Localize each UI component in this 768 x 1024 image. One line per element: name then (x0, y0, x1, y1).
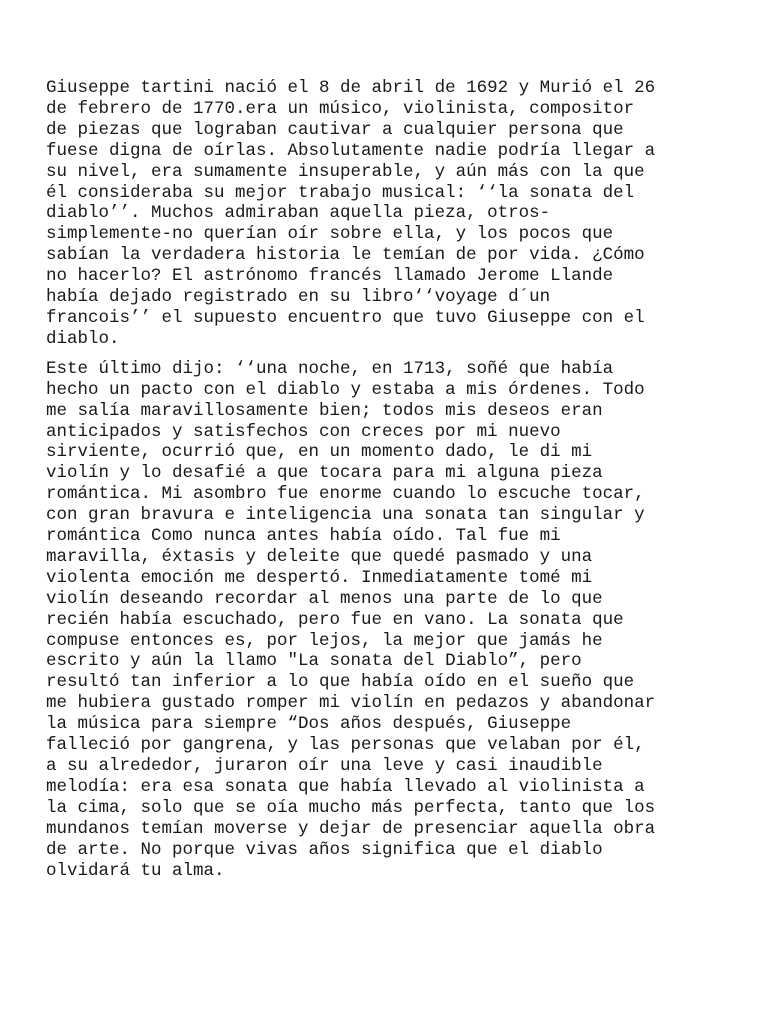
paragraph-1: Giuseppe tartini nació el 8 de abril de 1692 y Murió el 26 de febrero de 1770.era un músico, violinista, compositor de piezas que lograban cautivar a cualquier persona que fuese digna de oírlas. Absolutamente nadie podría llegar a su nivel, era sumamente insuperable, y aún más con la que él consideraba su mejor trabajo musical: ‘‘la sonata del diablo’’. Muchos admiraban aquella pieza, otros- simplemente-no querían oír sobre ella, y los pocos que sabían la verdadera historia le temían de por vida. ¿Cómo no hacerlo? El astrónomo francés llamado Jerome Llande había dejado registrado en su libro‘‘voyage d´un francois’’ el supuesto encuentro que tuvo Giuseppe con el diablo. (46, 78, 656, 349)
paragraph-2: Este último dijo: ‘‘una noche, en 1713, soñé que había hecho un pacto con el diablo y estaba a mis órdenes. Todo me salía maravillosamente bien; todos mis deseos eran anticipados y satisfechos con creces por mi nuevo sirviente, ocurrió que, en un momento dado, le di mi violín y lo desafié a que tocara para mi alguna pieza romántica. Mi asombro fue enorme cuando lo escuche tocar, con gran bravura e inteligencia una sonata tan singular y romántica Como nunca antes había oído. Tal fue mi maravilla, éxtasis y deleite que quedé pasmado y una violenta emoción me despertó. Inmediatamente tomé mi violín deseando recordar al menos una parte de lo que recién había escuchado, pero fue en vano. La sonata que compuse entonces es, por lejos, la mejor que jamás he escrito y aún la llamo "La sonata del Diablo”, pero resultó tan inferior a lo que había oído en el sueño que me hubiera gustado romper mi violín en pedazos y abandonar la música para siempre “Dos años después, Giuseppe falleció por gangrena, y las personas que velaban por él, a su alrededor, juraron oír una leve y casi inaudible melodía: era esa sonata que había llevado al violinista a la cima, solo que se oía mucho más perfecta, tanto que los mundanos temían moverse y dejar de presenciar aquella obra de arte. No porque vivas años significa que el diablo olvidará tu alma. (46, 358, 656, 881)
